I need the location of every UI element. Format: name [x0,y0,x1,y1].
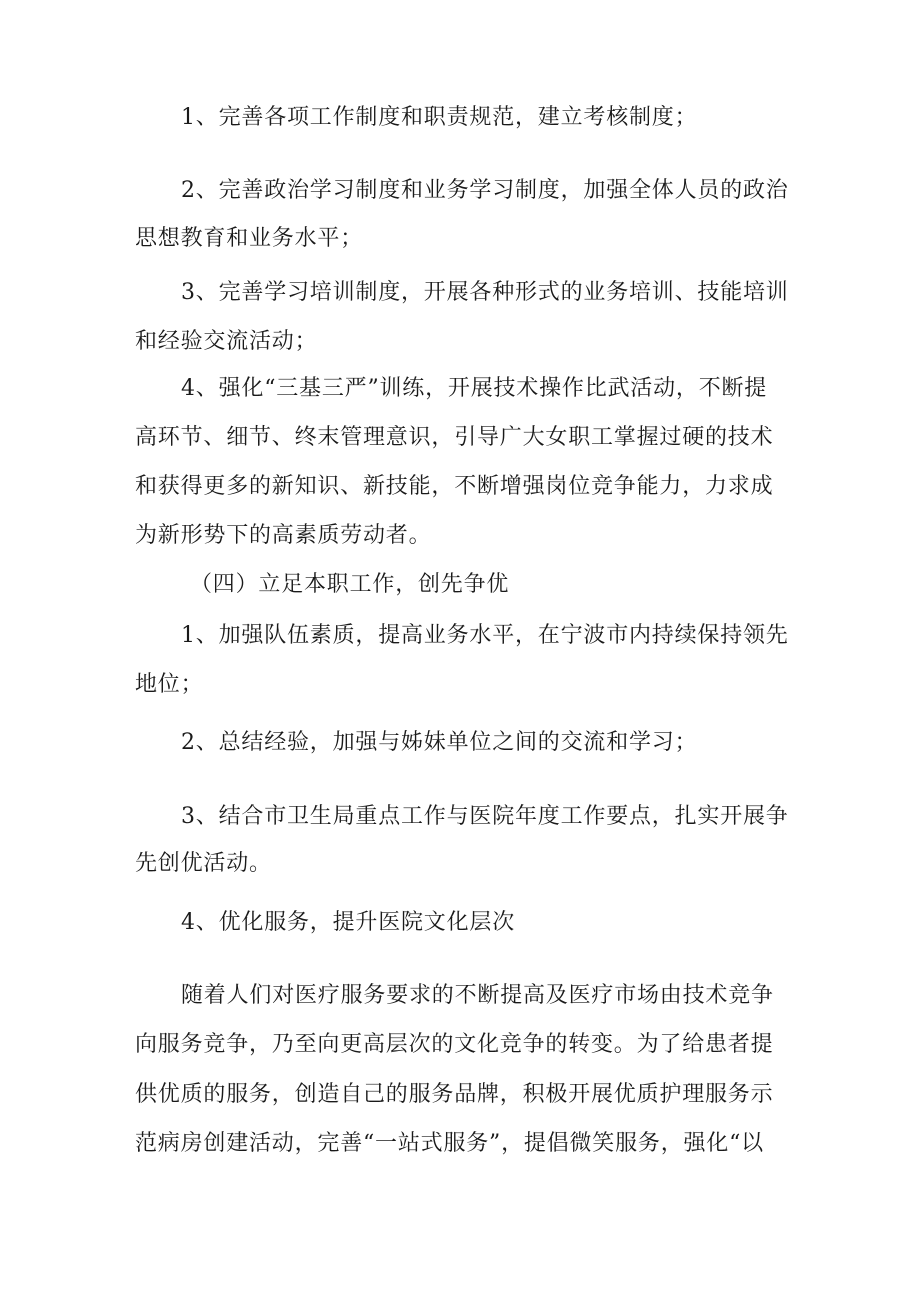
paragraph-10-line-3: 供优质的服务，创造自己的服务品牌，积极开展优质护理服务示 [135,1082,774,1107]
paragraph-8-line-1: 3、结合市卫生局重点工作与医院年度工作要点，扎实开展争 [181,804,789,829]
paragraph-4-line-2: 高环节、细节、终末管理意识，引导广大女职工掌握过硬的技术 [135,425,774,450]
section-heading: （四）立足本职工作，创先争优 [190,572,510,597]
paragraph-6-line-1: 1、加强队伍素质，提高业务水平，在宁波市内持续保持领先 [181,623,789,648]
paragraph-7-line-1: 2、总结经验，加强与姊妹单位之间的交流和学习； [181,730,698,755]
paragraph-4-line-3: 和获得更多的新知识、新技能，不断增强岗位竞争能力，力求成 [135,474,774,499]
paragraph-9-line-1: 4、优化服务，提升医院文化层次 [181,910,515,935]
paragraph-4-line-4: 为新形势下的高素质劳动者。 [135,523,432,548]
paragraph-10-line-2: 向服务竞争，乃至向更高层次的文化竞争的转变。为了给患者提 [135,1032,774,1057]
paragraph-3-line-2: 和经验交流活动； [135,329,318,354]
paragraph-1-line-1: 1、完善各项工作制度和职责规范，建立考核制度； [181,105,698,130]
paragraph-2-line-1: 2、完善政治学习制度和业务学习制度，加强全体人员的政治 [181,178,789,203]
paragraph-6-line-2: 地位； [135,672,204,697]
paragraph-10-line-4: 范病房创建活动，完善“一站式服务”，提倡微笑服务，强化“以 [135,1131,764,1156]
paragraph-10-line-1: 随着人们对医疗服务要求的不断提高及医疗市场由技术竞争 [181,983,774,1008]
paragraph-3-line-1: 3、完善学习培训制度，开展各种形式的业务培训、技能培训 [181,280,789,305]
paragraph-4-line-1: 4、强化“三基三严”训练，开展技术操作比武活动，不断提 [181,376,768,401]
paragraph-2-line-2: 思想教育和业务水平； [135,226,364,251]
paragraph-8-line-2: 先创优活动。 [135,851,272,876]
